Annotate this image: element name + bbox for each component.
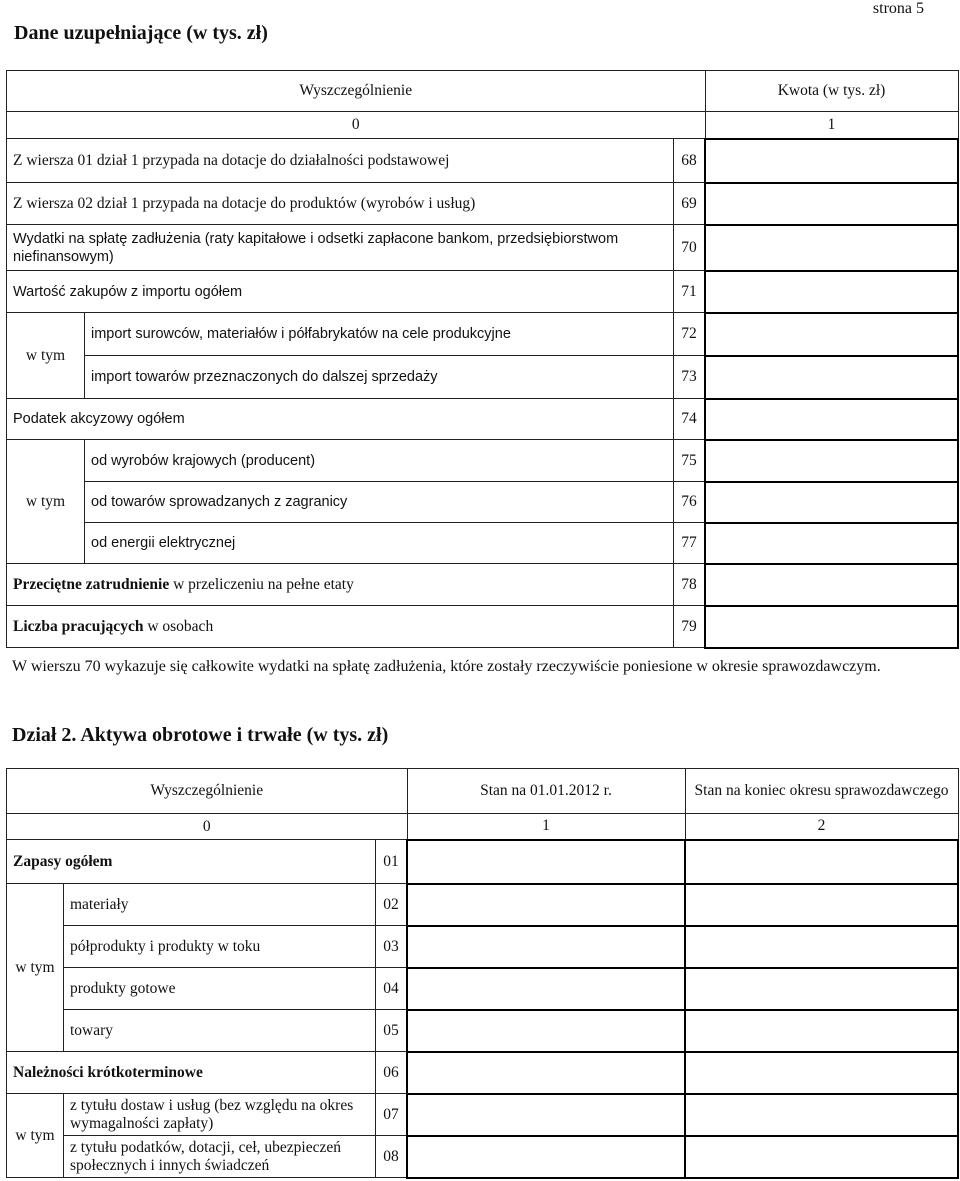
row-number: 68: [674, 139, 706, 183]
start-input-03[interactable]: [407, 926, 685, 968]
row-label: z tytułu dostaw i usług (bez względu na okres wymagalności zapłaty): [64, 1094, 376, 1136]
page-number: strona 5: [872, 0, 924, 17]
start-input-07[interactable]: [407, 1094, 685, 1136]
amount-input-69[interactable]: [705, 183, 958, 225]
row-number: 71: [674, 271, 706, 313]
row-number: 76: [674, 482, 706, 523]
amount-input-78[interactable]: [705, 564, 958, 606]
end-input-03[interactable]: [685, 926, 958, 968]
row-number: 01: [376, 840, 408, 884]
row-number: 08: [376, 1136, 408, 1178]
assets-table: [6, 768, 959, 1179]
col-index: 1: [407, 814, 685, 840]
row-number: 74: [674, 399, 706, 440]
row-label: towary: [64, 1010, 376, 1052]
w-tym-label: w tym: [7, 1094, 64, 1178]
row-label: Przeciętne zatrudnienie w przeliczeniu na pełne etaty: [7, 564, 674, 606]
end-input-06[interactable]: [685, 1052, 958, 1094]
row-number: 70: [674, 225, 706, 271]
row-label: import towarów przeznaczonych do dalszej sprzedaży: [85, 356, 674, 399]
row-number: 79: [674, 606, 706, 648]
amount-input-74[interactable]: [705, 399, 958, 440]
w-tym-label: w tym: [7, 313, 85, 399]
amount-input-68[interactable]: [705, 139, 958, 183]
footnote: W wierszu 70 wykazuje się całkowite wydatki na spłatę zadłużenia, które zostały rzeczywiście poniesione w okresie sprawozdawczym.: [12, 658, 881, 675]
row-number: 78: [674, 564, 706, 606]
row-number: 72: [674, 313, 706, 356]
row-label: produkty gotowe: [64, 968, 376, 1010]
w-tym-label: w tym: [7, 440, 85, 564]
row-label: Z wiersza 01 dział 1 przypada na dotacje do działalności podstawowej: [7, 139, 674, 183]
header-description: Wyszczególnienie: [7, 71, 706, 112]
row-label: od towarów sprowadzanych z zagranicy: [85, 482, 674, 523]
row-label: Wartość zakupów z importu ogółem: [7, 271, 674, 313]
header-end: Stan na koniec okresu sprawozdawczego: [685, 769, 958, 814]
start-input-04[interactable]: [407, 968, 685, 1010]
end-input-07[interactable]: [685, 1094, 958, 1136]
row-number: 07: [376, 1094, 408, 1136]
end-input-04[interactable]: [685, 968, 958, 1010]
amount-input-70[interactable]: [705, 225, 958, 271]
col-index: 0: [7, 112, 706, 139]
amount-input-71[interactable]: [705, 271, 958, 313]
row-label: Zapasy ogółem: [7, 840, 376, 884]
amount-input-77[interactable]: [705, 523, 958, 564]
row-number: 04: [376, 968, 408, 1010]
col-index: 0: [7, 814, 408, 840]
section-title: Dane uzupełniające (w tys. zł): [14, 22, 268, 44]
start-input-08[interactable]: [407, 1136, 685, 1178]
row-label: od wyrobów krajowych (producent): [85, 440, 674, 482]
supplementary-data-table: [6, 70, 959, 649]
header-start: Stan na 01.01.2012 r.: [407, 769, 685, 814]
end-input-02[interactable]: [685, 884, 958, 926]
amount-input-76[interactable]: [705, 482, 958, 523]
end-input-05[interactable]: [685, 1010, 958, 1052]
row-number: 05: [376, 1010, 408, 1052]
header-description: Wyszczególnienie: [7, 769, 408, 814]
amount-input-79[interactable]: [705, 606, 958, 648]
section-title: Dział 2. Aktywa obrotowe i trwałe (w tys. zł): [12, 724, 389, 746]
row-number: 03: [376, 926, 408, 968]
row-number: 73: [674, 356, 706, 399]
header-amount: Kwota (w tys. zł): [705, 71, 958, 112]
col-index: 2: [685, 814, 958, 840]
row-label: Należności krótkoterminowe: [7, 1052, 376, 1094]
row-label: półprodukty i produkty w toku: [64, 926, 376, 968]
amount-input-75[interactable]: [705, 440, 958, 482]
end-input-08[interactable]: [685, 1136, 958, 1178]
row-label: Z wiersza 02 dział 1 przypada na dotacje do produktów (wyrobów i usług): [7, 183, 674, 225]
row-number: 69: [674, 183, 706, 225]
row-label: od energii elektrycznej: [85, 523, 674, 564]
amount-input-73[interactable]: [705, 356, 958, 399]
start-input-02[interactable]: [407, 884, 685, 926]
row-label: import surowców, materiałów i półfabrykatów na cele produkcyjne: [85, 313, 674, 356]
row-label: materiały: [64, 884, 376, 926]
row-number: 06: [376, 1052, 408, 1094]
row-number: 02: [376, 884, 408, 926]
row-label: z tytułu podatków, dotacji, ceł, ubezpieczeń społecznych i innych świadczeń: [64, 1136, 376, 1178]
w-tym-label: w tym: [7, 884, 64, 1052]
end-input-01[interactable]: [685, 840, 958, 884]
row-label: Liczba pracujących w osobach: [7, 606, 674, 648]
start-input-05[interactable]: [407, 1010, 685, 1052]
start-input-01[interactable]: [407, 840, 685, 884]
row-number: 77: [674, 523, 706, 564]
row-label: Podatek akcyzowy ogółem: [7, 399, 674, 440]
start-input-06[interactable]: [407, 1052, 685, 1094]
col-index: 1: [705, 112, 958, 139]
row-label: Wydatki na spłatę zadłużenia (raty kapitałowe i odsetki zapłacone bankom, przedsiębiorstwom niefinansowym): [7, 225, 674, 271]
row-number: 75: [674, 440, 706, 482]
amount-input-72[interactable]: [705, 313, 958, 356]
